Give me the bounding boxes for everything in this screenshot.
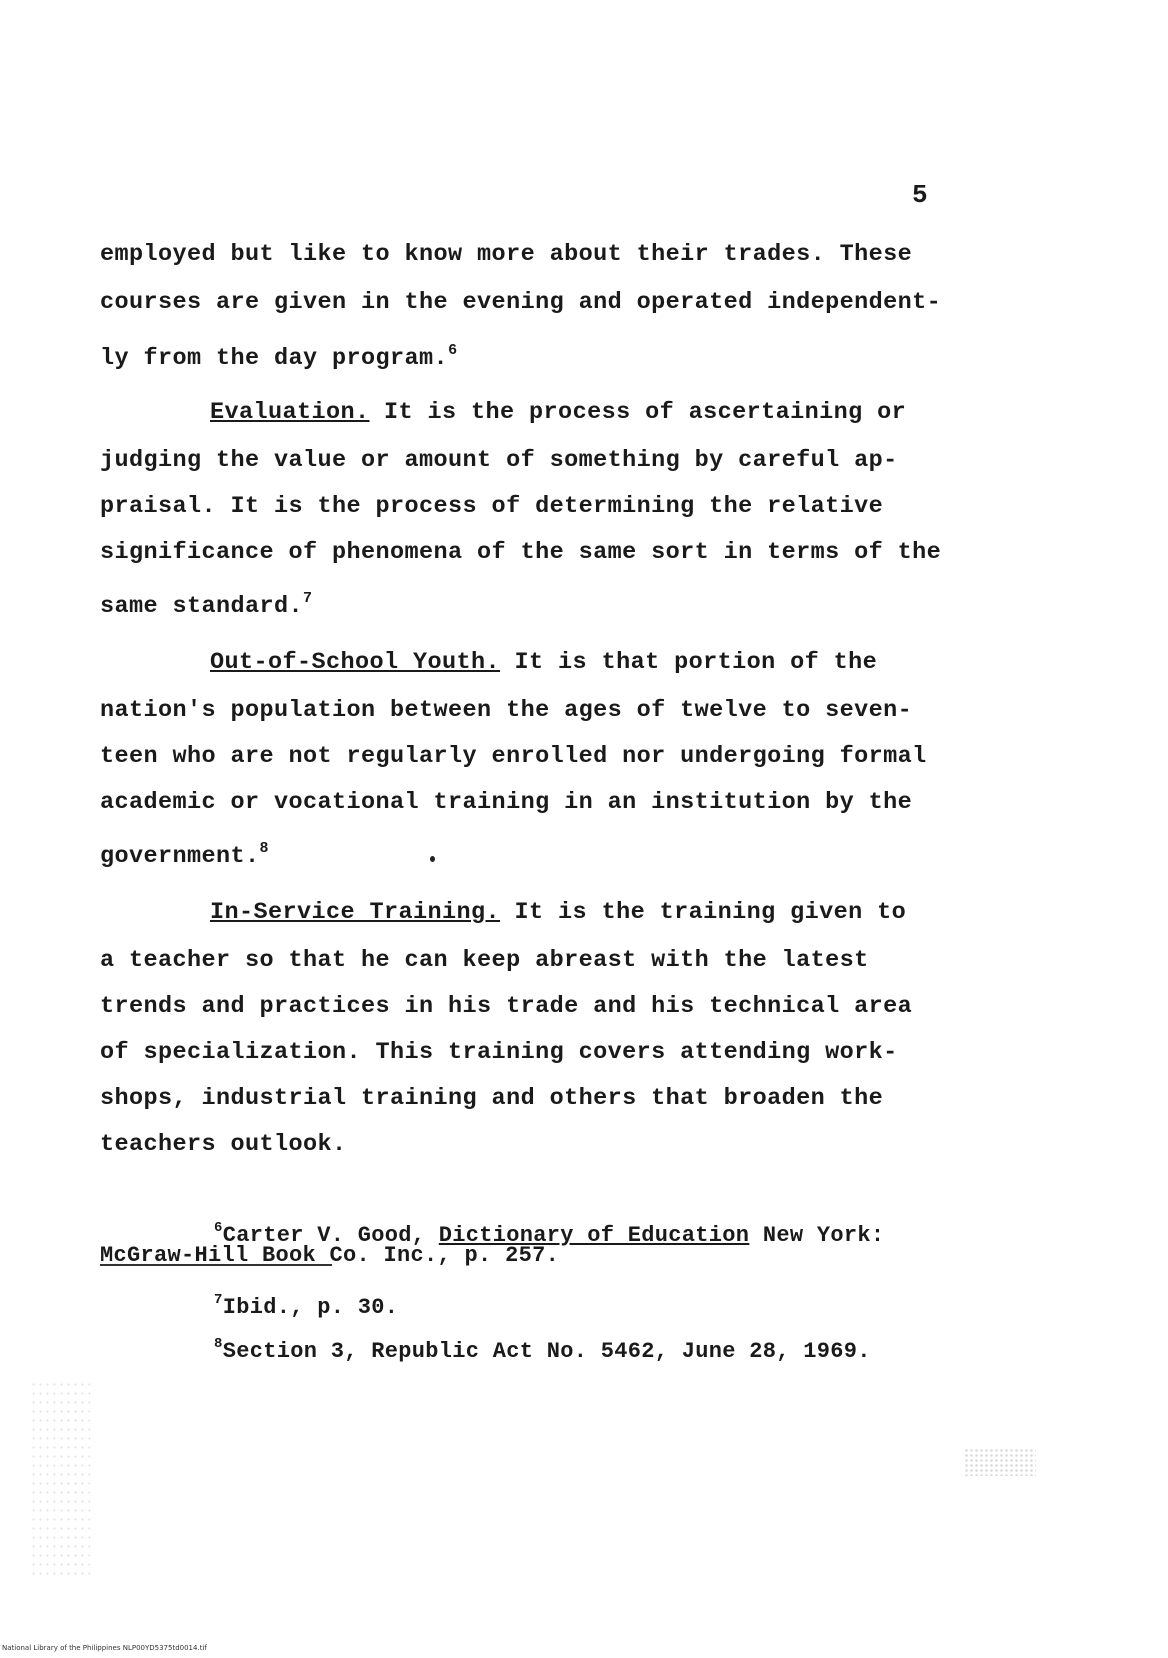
footnote-8-number: 8 xyxy=(214,1336,223,1352)
footnote-6-title: Dictionary of Education xyxy=(438,1223,750,1248)
paragraph-1-line-1: employed but like to know more about their trades. These xyxy=(100,241,913,268)
footnote-7-text: Ibid., p. 30. xyxy=(222,1295,399,1320)
paragraph-3-line-1 xyxy=(210,648,877,678)
paragraph-3-line-1-text: It is that portion of the xyxy=(500,649,878,676)
paragraph-2-line-2: judging the value or amount of something by careful ap- xyxy=(100,447,898,474)
in-service-training-heading: In-Service Training. xyxy=(210,899,501,926)
paragraph-1-line-2: courses are given in the evening and operated independent- xyxy=(100,289,942,316)
paragraph-2-line-3: praisal. It is the process of determining the relative xyxy=(100,493,884,520)
footnote-ref-7: 7 xyxy=(303,590,313,607)
paragraph-1-line-3-text: ly from the day program. xyxy=(100,345,449,372)
scan-speck xyxy=(430,856,435,862)
paragraph-4-line-3: trends and practices in his trade and his technical area xyxy=(100,993,913,1020)
footnote-6-continuation: McGraw-Hill Book Co. Inc., p. 257. xyxy=(100,1243,560,1268)
paragraph-4-line-4: of specialization. This training covers attending work- xyxy=(100,1039,898,1066)
paragraph-4-line-6: teachers outlook. xyxy=(100,1131,347,1158)
paragraph-3-line-3: teen who are not regularly enrolled nor undergoing formal xyxy=(100,743,927,770)
paragraph-2-line-5 xyxy=(100,584,312,622)
paragraph-2-line-1 xyxy=(210,398,906,428)
paragraph-2-line-4: significance of phenomena of the same sort in terms of the xyxy=(100,539,942,566)
out-of-school-youth-heading: Out-of-School Youth. xyxy=(210,649,501,676)
evaluation-heading: Evaluation. xyxy=(210,399,370,426)
footnote-ref-8: 8 xyxy=(259,840,269,857)
paragraph-2-line-1-text: It is the process of ascertaining or xyxy=(369,399,907,426)
footnote-6-number: 6 xyxy=(214,1220,223,1236)
paragraph-1-line-3 xyxy=(100,336,457,374)
footnote-8 xyxy=(214,1330,871,1366)
footnote-ref-6: 6 xyxy=(448,342,458,359)
paragraph-2-line-5-text: same standard. xyxy=(100,593,304,620)
paragraph-3-line-4: academic or vocational training in an institution by the xyxy=(100,789,913,816)
footnote-6-author: Carter V. Good, xyxy=(222,1223,439,1248)
scan-margin-noise xyxy=(30,1380,90,1580)
paragraph-3-line-5 xyxy=(100,834,269,872)
footnote-7-number: 7 xyxy=(214,1292,223,1308)
footnote-7 xyxy=(214,1286,398,1322)
paragraph-4-line-1-text: It is the training given to xyxy=(500,899,907,926)
paragraph-4-line-1 xyxy=(210,898,906,928)
paragraph-3-line-2: nation's population between the ages of twelve to seven- xyxy=(100,697,913,724)
paragraph-4-line-5: shops, industrial training and others that broaden the xyxy=(100,1085,884,1112)
scan-footer-credit: National Library of the Philippines NLP00YD5375td0014.tif xyxy=(2,1644,207,1652)
library-stamp-mark xyxy=(964,1448,1036,1476)
footnote-8-text: Section 3, Republic Act No. 5462, June 28, 1969. xyxy=(222,1339,871,1364)
page-number: 5 xyxy=(912,180,928,210)
paragraph-4-line-2: a teacher so that he can keep abreast with the latest xyxy=(100,947,869,974)
footnote-6-rest: New York: xyxy=(749,1223,885,1248)
paragraph-3-line-5-text: government. xyxy=(100,843,260,870)
